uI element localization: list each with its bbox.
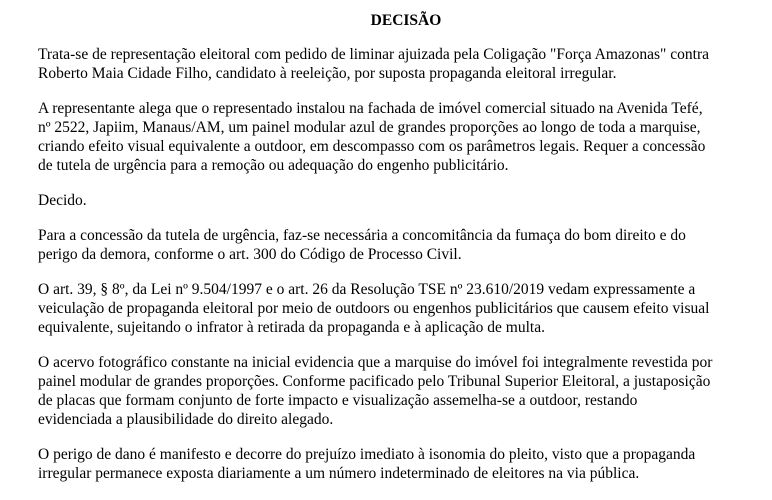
paragraph-legal-basis: [38, 280, 754, 337]
paragraph-summary: [38, 45, 754, 83]
text-line: de placas que formam conjunto de forte impacto e visualização assemelha-se a outdoor, restando: [38, 392, 638, 409]
text-line: A representante alega que o representado instalou na fachada de imóvel comercial situado na Avenida Tefé,: [38, 100, 703, 117]
text-line: irregular permanece exposta diariamente a um número indeterminado de eleitores na via pública.: [38, 465, 640, 482]
text-line: de tutela de urgência para a remoção ou adequação do engenho publicitário.: [38, 157, 509, 174]
text-line: veiculação de propaganda eleitoral por meio de outdoors ou engenhos publicitários que causem efeito visual: [38, 300, 710, 317]
text-line: O acervo fotográfico constante na inicial evidencia que a marquise do imóvel foi integralmente revestida por: [38, 354, 713, 371]
paragraph-danger: [38, 445, 754, 483]
text-line: equivalente, sujeitando o infrator à retirada da propaganda e à aplicação de multa.: [38, 319, 545, 336]
document-page: [38, 10, 754, 499]
text-line: Roberto Maia Cidade Filho, candidato à reeleição, por suposta propaganda eleitoral irregular.: [38, 65, 617, 82]
text-line: O perigo de dano é manifesto e decorre do prejuízo imediato à isonomia do pleito, visto que a propaganda: [38, 446, 696, 463]
text-line: Trata-se de representação eleitoral com pedido de liminar ajuizada pela Coligação "Força Amazonas" contra: [38, 46, 709, 63]
text-line: criando efeito visual equivalente a outdoor, em descompasso com os parâmetros legais. Requer a concessão: [38, 138, 706, 155]
text-line: Para a concessão da tutela de urgência, faz-se necessária a concomitância da fumaça do bom direito e do: [38, 227, 686, 244]
paragraph-allegation: [38, 99, 754, 175]
text-line: nº 2522, Japiim, Manaus/AM, um painel modular azul de grandes proporções ao longo de toda a marquise,: [38, 119, 701, 136]
text-line: perigo da demora, conforme o art. 300 do Código de Processo Civil.: [38, 246, 462, 263]
paragraph-requirements: [38, 226, 754, 264]
document-title: DECISÃO: [370, 12, 442, 29]
text-line: Decido.: [38, 192, 87, 209]
text-line: painel modular de grandes proporções. Conforme pacificado pelo Tribunal Superior Eleitoral, a justaposição: [38, 373, 711, 390]
paragraph-decido: [38, 191, 754, 210]
text-line: evidenciada a plausibilidade do direito alegado.: [38, 411, 334, 428]
paragraph-evidence: [38, 353, 754, 429]
text-line: O art. 39, § 8º, da Lei nº 9.504/1997 e o art. 26 da Resolução TSE nº 23.610/2019 vedam expressamente a: [38, 281, 696, 298]
